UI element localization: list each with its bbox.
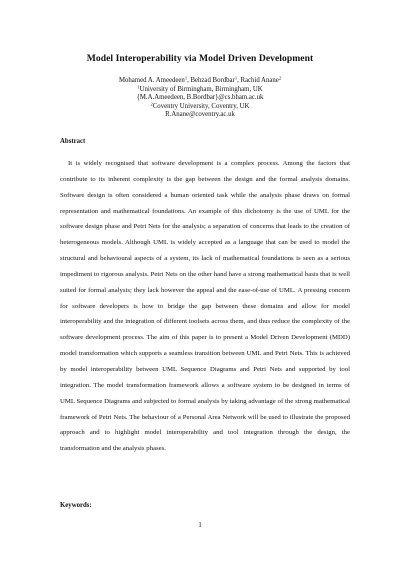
paper-title: Model Interoperability via Model Driven Development [86, 53, 314, 64]
author-separator: , [237, 77, 241, 84]
affiliation-marker: 1 [234, 75, 238, 81]
author-name: Mohamed A. Ameedeen [118, 77, 185, 84]
abstract-heading: Abstract [60, 138, 86, 145]
keywords-heading: Keywords: [60, 502, 92, 509]
author-names [0, 77, 400, 86]
author-block [0, 77, 400, 120]
affiliation-2 [0, 103, 400, 112]
author-name: Behzad Bordbar [190, 77, 235, 84]
affiliation-1 [0, 86, 400, 95]
author-separator: , [187, 77, 191, 84]
abstract-paragraph: It is widely recognised that software development is a complex process. Among the factors that contribute to its inherent complexity is the gap between the design and the formal analysis domains. Software design is often considered a human oriented task while the analysis phase draws on formal representation and mathematical foundations. An example of this dichotomy is the use of UML for the software design phase and Petri Nets for the analysis; a separation of concerns that leads to the creation of heterogeneous models. Although UML is widely accepted as a language that can be used to model the structural and behavioural aspects of a system, its lack of mathematical foundations is seen as a serious impediment to rigorous analysis. Petri Nets on the other hand have a strong mathematical basis that is well suited for formal analysis; they lack however the appeal and the ease-of-use of UML. A pressing concern for software developers is how to bridge the gap between these domains and allow for model interoperability and the integration of different toolsets across them, and thus reduce the complexity of the software development process. The aim of this paper is to present a Model Driven Development (MDD) model transformation which supports a seamless transition between UML and Petri Nets. This is achieved by model interoperability between UML Sequence Diagrams and Petri Nets and supported by tool integration. The model transformation framework allows a software system to be designed in terms of UML Sequence Diagrams and subjected to formal analysis by taking advantage of the strong mathematical framework of Petri Nets. The behaviour of a Personal Area Network will be used to illustrate the proposed approach and to highlight model interoperability and tool integration through the design, the transformation and the analysis phases. [60, 160, 350, 453]
email-line-2: R.Anane@coventry.ac.uk [165, 111, 235, 118]
affiliation-marker: 2 [150, 101, 153, 106]
affiliation-marker: 1 [184, 75, 188, 81]
affiliation-marker: 2 [278, 75, 282, 81]
page-number: 1 [198, 521, 202, 529]
affiliation-text: University of Birmingham, Birmingham, UK [139, 85, 263, 93]
email-line-1: {M.A.Ameedeen, B.Bordbar}@cs.bham.ac.uk [136, 94, 264, 101]
affiliation-marker: 1 [137, 84, 140, 89]
author-name: Rachid Anane [240, 77, 279, 84]
affiliation-text: Coventry University, Coventry, UK [152, 102, 250, 110]
